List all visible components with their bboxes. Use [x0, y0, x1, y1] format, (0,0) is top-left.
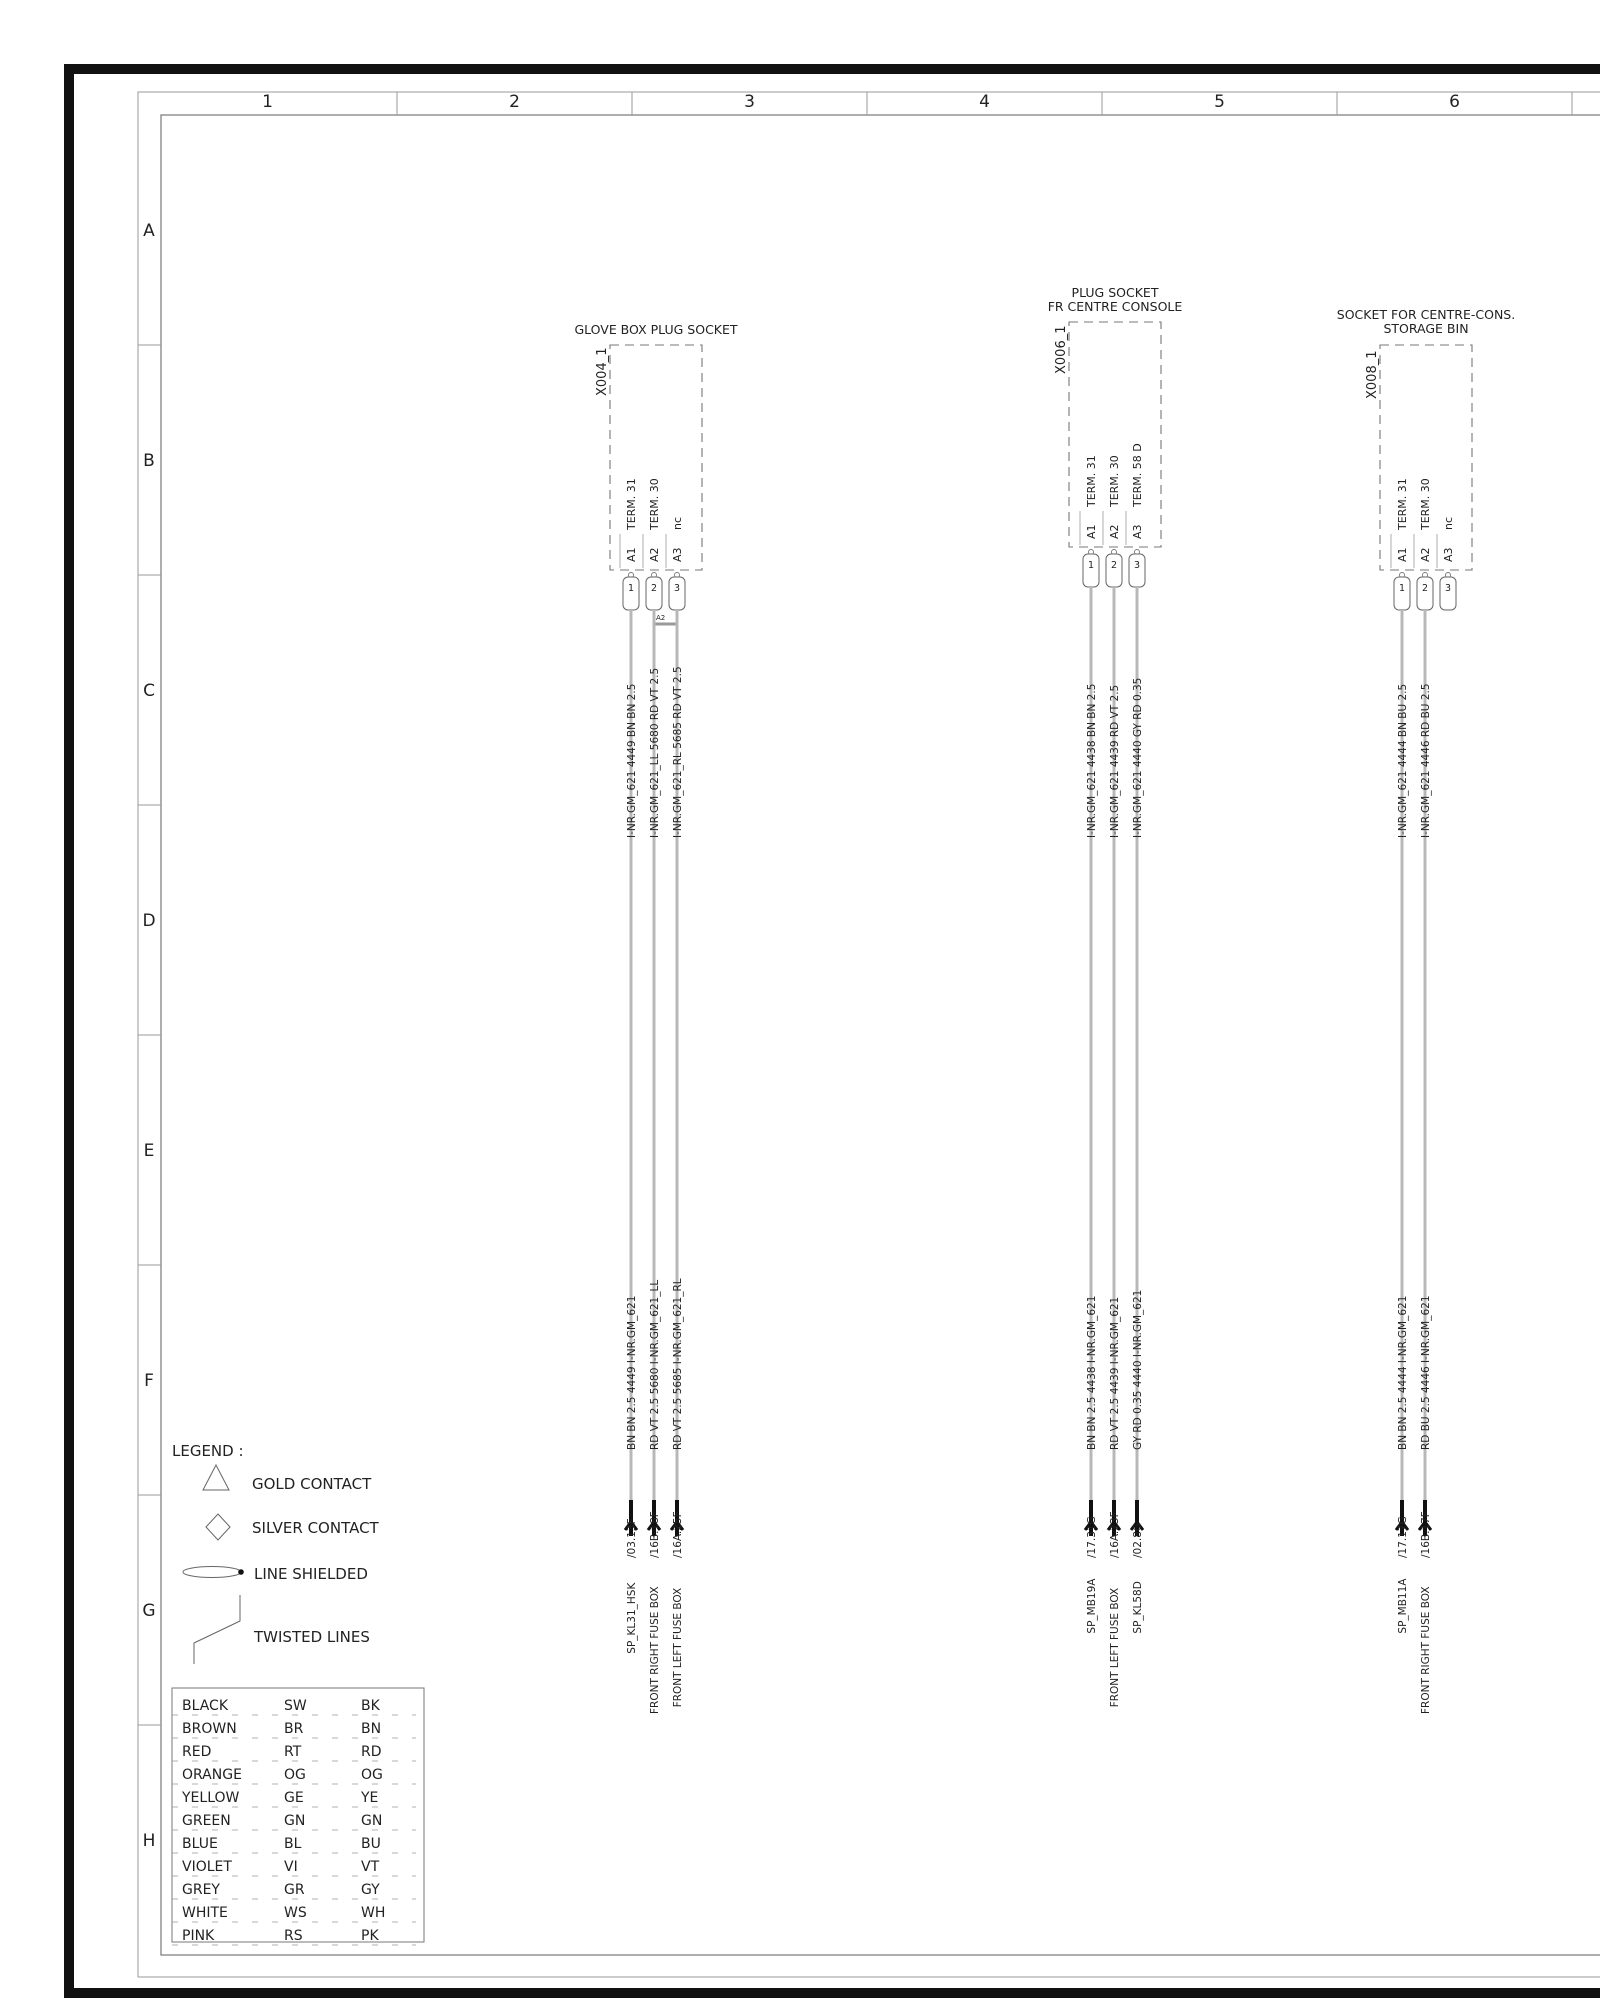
color-code-en: GY — [361, 1882, 380, 1898]
legend-item-label: SILVER CONTACT — [252, 1519, 379, 1537]
wire-destination: SP_MB11A — [1397, 1578, 1409, 1634]
wire-label-bottom: GY RD 0.35 4440 I-NR.GM_621 — [1132, 1289, 1144, 1450]
color-name: PINK — [182, 1928, 215, 1944]
connector-title: PLUG SOCKET — [1071, 285, 1159, 300]
pin-function: TERM. 31 — [625, 478, 638, 530]
connector-outline — [1069, 322, 1161, 547]
connectors — [574, 285, 1515, 1714]
wire-destination: FRONT RIGHT FUSE BOX — [649, 1586, 661, 1714]
color-name: RED — [182, 1744, 212, 1760]
color-code-en: GN — [361, 1813, 383, 1829]
connector-outline — [610, 345, 702, 570]
color-code-de: BL — [284, 1836, 302, 1852]
row-label-A: A — [143, 221, 155, 241]
color-name: ORANGE — [182, 1767, 242, 1783]
connector-title: STORAGE BIN — [1383, 321, 1469, 336]
wire-reference: /16A.23F — [1109, 1511, 1121, 1558]
color-code-de: RS — [284, 1928, 303, 1944]
pin-number: 3 — [1133, 560, 1141, 571]
wire-destination: SP_KL31_HSK — [626, 1582, 638, 1654]
connector-title: FR CENTRE CONSOLE — [1047, 299, 1183, 314]
wire-label-bottom: RD VT 2.5 5685 I-NR.GM_621_RL — [672, 1278, 684, 1450]
color-name: YELLOW — [182, 1790, 240, 1806]
pin-function: TERM. 31 — [1085, 455, 1098, 507]
row-label-C: C — [143, 681, 155, 701]
wire-label-top: I-NR.GM_621 4440 GY RD 0.35 — [1132, 677, 1144, 838]
legend-title: LEGEND : — [172, 1442, 244, 1460]
color-code-en: BU — [361, 1836, 381, 1852]
column-label-6: 6 — [1449, 92, 1460, 112]
twisted-lines-icon — [194, 1595, 240, 1664]
wire-label-top: I-NR.GM_621 4449 BN BN 2.5 — [626, 683, 638, 838]
pin-function: TERM. 31 — [1396, 478, 1409, 530]
pin-function: nc — [1442, 516, 1455, 530]
wire-reference: /17.17G — [1397, 1516, 1409, 1558]
wire-reference: /16B.18F — [649, 1511, 661, 1558]
color-code-de: WS — [284, 1905, 307, 1921]
wire-destination: SP_MB19A — [1086, 1578, 1098, 1634]
wire-label-top: I-NR.GM_621 4446 RD BU 2.5 — [1420, 683, 1432, 838]
pin-function: TERM. 30 — [648, 478, 661, 530]
color-code-en: VT — [361, 1859, 380, 1875]
pin-position: A3 — [671, 547, 684, 562]
wire-reference: /17.31G — [1086, 1516, 1098, 1558]
pin-number: 1 — [1087, 560, 1095, 571]
row-label-H: H — [142, 1831, 156, 1851]
pin-function: TERM. 30 — [1108, 455, 1121, 507]
pin-function: nc — [671, 516, 684, 530]
pin-position: A3 — [1442, 547, 1455, 562]
connector-id: X004_1 — [595, 347, 610, 396]
wire-label-bottom: RD VT 2.5 4439 I-NR.GM_621 — [1109, 1296, 1121, 1450]
color-name: VIOLET — [182, 1859, 232, 1875]
color-name: GREEN — [182, 1813, 231, 1829]
legend-item-label: GOLD CONTACT — [252, 1475, 372, 1493]
column-label-5: 5 — [1214, 92, 1225, 112]
pin-number: 1 — [1398, 583, 1406, 594]
legend — [172, 1442, 424, 1945]
wire-label-top: I-NR.GM_621_RL 5685 RD VT 2.5 — [672, 666, 684, 838]
color-code-en: YE — [361, 1790, 379, 1806]
pin-number: 1 — [627, 583, 635, 594]
wire-reference: /02.8G — [1132, 1522, 1144, 1558]
color-code-en: BN — [361, 1721, 382, 1737]
color-name: WHITE — [182, 1905, 228, 1921]
wire-label-bottom: RD BU 2.5 4446 I-NR.GM_621 — [1420, 1295, 1432, 1450]
color-code-de: GN — [284, 1813, 306, 1829]
wire-destination: FRONT RIGHT FUSE BOX — [1420, 1586, 1432, 1714]
wire-reference: /16B.17F — [1420, 1511, 1432, 1558]
pin-position: A2 — [1108, 524, 1121, 539]
wire-destination: FRONT LEFT FUSE BOX — [672, 1587, 684, 1708]
column-label-1: 1 — [262, 92, 273, 112]
row-label-B: B — [143, 451, 155, 471]
connector-title: GLOVE BOX PLUG SOCKET — [574, 322, 738, 337]
column-markers — [262, 92, 1572, 115]
bridge-label: A2 — [656, 614, 666, 622]
connector-x008-1 — [1337, 307, 1515, 1714]
pin-number: 2 — [1110, 560, 1118, 571]
row-label-F: F — [144, 1371, 154, 1391]
connector-x004-1 — [574, 322, 737, 1714]
connector-id: X006_1 — [1054, 325, 1069, 374]
wire-destination: FRONT LEFT FUSE BOX — [1109, 1587, 1121, 1708]
legend-item-label: LINE SHIELDED — [254, 1565, 368, 1583]
color-code-de: BR — [284, 1721, 304, 1737]
color-code-de: OG — [284, 1767, 306, 1783]
pin-function: TERM. 58 D — [1131, 443, 1144, 507]
wire-label-top: I-NR.GM_621 4438 BN BN 2.5 — [1086, 683, 1098, 838]
pin-number: 3 — [673, 583, 681, 594]
color-code-de: VI — [284, 1859, 298, 1875]
wire-label-bottom: RD VT 2.5 5680 I-NR.GM_621_LL — [649, 1279, 661, 1450]
wire-label-bottom: BN BN 2.5 4438 I-NR.GM_621 — [1086, 1295, 1098, 1450]
connector-title: SOCKET FOR CENTRE-CONS. — [1336, 307, 1516, 322]
drawing-frame — [161, 115, 1600, 1955]
color-code-en: BK — [361, 1698, 380, 1714]
color-name: BROWN — [182, 1721, 237, 1737]
color-code-de: RT — [284, 1744, 302, 1760]
wire-reference: /03.13F — [626, 1518, 638, 1558]
wire-reference: /16A.25F — [672, 1511, 684, 1558]
shield-dot-icon — [238, 1569, 244, 1575]
color-code-en: RD — [361, 1744, 382, 1760]
pin-number: 2 — [1421, 583, 1429, 594]
row-label-G: G — [142, 1601, 156, 1621]
pin-position: A1 — [1085, 524, 1098, 539]
color-code-de: GR — [284, 1882, 305, 1898]
color-name: BLACK — [182, 1698, 229, 1714]
row-markers — [138, 221, 161, 1851]
pin-function: TERM. 30 — [1419, 478, 1432, 530]
wire-label-bottom: BN BN 2.5 4444 I-NR.GM_621 — [1397, 1295, 1409, 1450]
color-name: BLUE — [182, 1836, 218, 1852]
row-label-E: E — [143, 1141, 155, 1161]
line-shielded-icon — [183, 1567, 241, 1578]
column-label-3: 3 — [744, 92, 755, 112]
pin-position: A3 — [1131, 524, 1144, 539]
wire-destination: SP_KL58D — [1132, 1581, 1144, 1634]
pin-number: 3 — [1444, 583, 1452, 594]
column-label-2: 2 — [509, 92, 520, 112]
color-code-de: GE — [284, 1790, 304, 1806]
silver-contact-icon — [206, 1514, 230, 1540]
color-code-en: WH — [361, 1905, 386, 1921]
gold-contact-icon — [203, 1465, 229, 1490]
grid-frame — [138, 92, 1600, 1977]
wire-label-top: I-NR.GM_621 4439 RD VT 2.5 — [1109, 684, 1121, 838]
color-code-de: SW — [284, 1698, 307, 1714]
pin-position: A2 — [648, 547, 661, 562]
color-code-en: PK — [361, 1928, 379, 1944]
color-name: GREY — [182, 1882, 220, 1898]
legend-item-label: TWISTED LINES — [254, 1628, 370, 1646]
wire-label-bottom: BN BN 2.5 4449 I-NR.GM_621 — [626, 1295, 638, 1450]
pin-position: A2 — [1419, 547, 1432, 562]
wire-label-top: I-NR.GM_621_LL 5680 RD VT 2.5 — [649, 667, 661, 838]
pin-position: A1 — [1396, 547, 1409, 562]
connector-x006-1 — [1048, 285, 1183, 1707]
connector-outline — [1380, 345, 1472, 570]
wire-label-top: I-NR.GM_621 4444 BN BU 2.5 — [1397, 683, 1409, 838]
column-label-4: 4 — [979, 92, 990, 112]
pin-number: 2 — [650, 583, 658, 594]
row-label-D: D — [142, 911, 156, 931]
connector-id: X008_1 — [1365, 350, 1380, 399]
pin-position: A1 — [625, 547, 638, 562]
color-code-en: OG — [361, 1767, 383, 1783]
